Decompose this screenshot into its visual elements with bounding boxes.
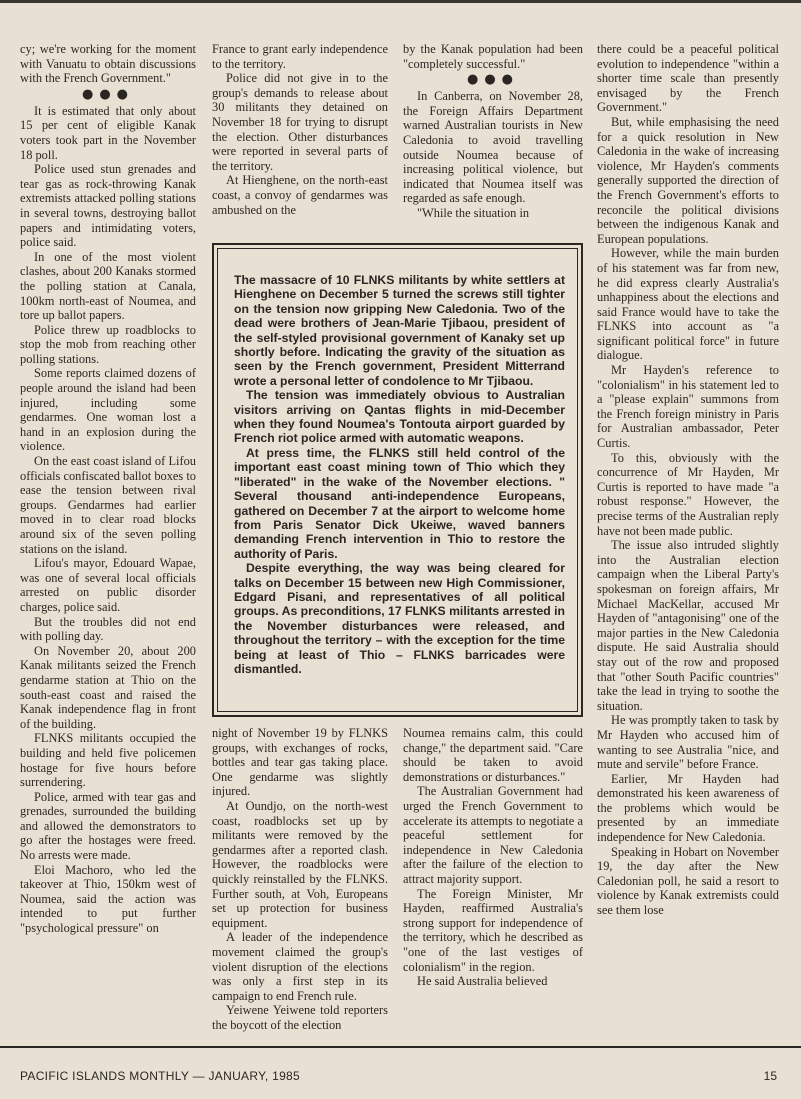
paragraph: In one of the most violent clashes, about 200 Kanaks stormed the polling station at Canala, 100km north-east of Noumea, and tore up ballot papers. bbox=[20, 249, 196, 323]
paragraph: However, while the main burden of his statement was far from new, he did express clearly Australia's unhappiness about the elections and said France would have to take the FLNKS into account as "a significant political force" in future dialogue. bbox=[597, 246, 779, 363]
boxed-paragraph: Despite everything, the way was being cleared for talks on December 15 between new High Commissioner, Edgard Pisani, and representatives of all political groups. As preconditions, 17 FLNKS militants arrested in the November disturbances were released, and throughout the territory – with the exception for the time being at least of Thio – FLNKS barricades were dismantled. bbox=[234, 561, 565, 676]
paragraph: night of November 19 by FLNKS groups, with exchanges of rocks, bottles and tear gas taking place. One gendarme was slightly injured. bbox=[212, 726, 388, 799]
boxed-paragraph: The tension was immediately obvious to Australian visitors arriving on Qantas flights in mid-December when they found Noumea's Tontouta airport guarded by French riot police armed with automatic weapons. bbox=[234, 388, 565, 446]
paragraph: by the Kanak population had been "completely successful." bbox=[403, 42, 583, 71]
paragraph: On November 20, about 200 Kanak militants seized the French gendarme station at Thio on the south-east coast and raised the Kanak independence flag in front of the building. bbox=[20, 643, 196, 731]
paragraph: But the troubles did not end with polling day. bbox=[20, 614, 196, 644]
paragraph: At Oundjo, on the north-west coast, roadblocks set up by militants were removed by the gendarmes after a reported clash. However, the roadblocks were quickly reinstalled by the FLNKS. Further south, at Voh, Europeans set up protection for business equipment. bbox=[212, 798, 388, 930]
paragraph: Some reports claimed dozens of people around the island had been injured, including some gendarmes. One woman lost a hand in an explosion during the violence. bbox=[20, 366, 196, 454]
paragraph: Earlier, Mr Hayden had demonstrated his keen awareness of the problems which would be presented by an immediate independence for New Caledonia. bbox=[597, 771, 779, 845]
column-1 bbox=[20, 42, 196, 936]
paragraph: Police used stun grenades and tear gas as rock-throwing Kanak extremists attacked polling stations in several towns, destroying ballot papers and intimidating voters, police said. bbox=[20, 162, 196, 250]
column-2-top bbox=[212, 42, 388, 217]
page-number: 15 bbox=[763, 1069, 777, 1083]
paragraph: Yeiwene Yeiwene told reporters the boycott of the election bbox=[212, 1003, 388, 1032]
paragraph: In Canberra, on November 28, the Foreign Affairs Department warned Australian tourists in New Caledonia to avoid travelling outside Noumea because of increasing political violence, but indicated that Noumea itself was regarded as safe enough. bbox=[403, 89, 583, 206]
paragraph: France to grant early independence to the territory. bbox=[212, 42, 388, 71]
column-3-bottom bbox=[403, 726, 583, 989]
paragraph: A leader of the independence movement claimed the group's violent disruption of the elections was only a first step in its campaign to end French rule. bbox=[212, 930, 388, 1003]
paragraph: Police, armed with tear gas and grenades, surrounded the building and allowed the demonstrators to go after the hostages were freed. No arrests were made. bbox=[20, 789, 196, 863]
boxed-summary bbox=[212, 243, 583, 717]
boxed-paragraph: The massacre of 10 FLNKS militants by white settlers at Hienghene on December 5 turned the screws still tighter on the tension now gripping New Caledonia. Two of the dead were brothers of Jean-Marie Tjibaou, president of the self-styled provisional government of Kanaky set up shortly before. Indicating the gravity of the situation as seen by the French government, President Mitterrand wrote a personal letter of condolence to Mr Tjibaou. bbox=[234, 273, 565, 388]
paragraph: Police threw up roadblocks to stop the mob from reaching other polling stations. bbox=[20, 322, 196, 366]
paragraph: At Hienghene, on the north-east coast, a convoy of gendarmes was ambushed on the bbox=[212, 173, 388, 217]
footer-rule bbox=[0, 1046, 801, 1048]
paragraph: But, while emphasising the need for a quick resolution in New Caledonia in the wake of increasing violence, Mr Hayden's comments generally supported the direction of the French Government's efforts to reconcile the political divisions between the indigenous Kanak and European populations. bbox=[597, 114, 779, 246]
paragraph: It is estimated that only about 15 per cent of eligible Kanak voters took part in the November 18 poll. bbox=[20, 103, 196, 162]
paragraph: The issue also intruded slightly into the Australian election campaign when the Liberal Party's spokesman on foreign affairs, Mr Michael MacKellar, accused Mr Hayden of "antagonising" one of the major parties in the New Caledonia dispute. He said Australia should stay out of the row and proposed that "other South Pacific countries" take the lead in trying to soothe the situation. bbox=[597, 538, 779, 713]
paragraph: He was promptly taken to task by Mr Hayden who accused him of wanting to see Australia "nice, and mute and servile" before France. bbox=[597, 713, 779, 772]
paragraph: Police did not give in to the group's demands to release about 30 militants they detained on November 18 for trying to disrupt the election. Other disturbances were reported in several parts of the territory. bbox=[212, 71, 388, 173]
paragraph: The Australian Government had urged the French Government to accelerate its attempts to negotiate a peaceful settlement for independence in New Caledonia after the failure of the election to attract majority support. bbox=[403, 784, 583, 886]
paragraph: cy; we're working for the moment with Vanuatu to obtain discussions with the French Government." bbox=[20, 42, 196, 86]
paragraph: To this, obviously with the concurrence of Mr Hayden, Mr Curtis is reported to have made "a robust response." However, the precise terms of the Australian reply have not been made public. bbox=[597, 450, 779, 538]
section-divider-dots: ●●● bbox=[81, 86, 135, 102]
paragraph: Speaking in Hobart on November 19, the day after the New Caledonian poll, he said a resort to violence by Kanak extremists could see them lose bbox=[597, 844, 779, 918]
paragraph: Noumea remains calm, this could change," the department said. "Care should be taken to avoid demonstrations or disturbances." bbox=[403, 726, 583, 784]
paragraph: Mr Hayden's reference to "colonialism" in his statement led to a "please explain" summons from the French foreign ministry in Paris for Australian ambassador, Peter Curtis. bbox=[597, 363, 779, 451]
paragraph: On the east coast island of Lifou officials confiscated ballot boxes to ease the tension between rival groups. Gendarmes had earlier moved in to clear road blocks around six of the seven polling stations on the island. bbox=[20, 454, 196, 556]
boxed-paragraph: At press time, the FLNKS still held control of the important east coast mining town of Thio which they "liberated" in the wake of the November elections. " Several thousand anti-independence Europeans, gathered on December 7 at the airport to welcome home from Paris Senator Dick Ukeiwe, waved banners demanding French intervention in Thio to restore the authority of Paris. bbox=[234, 445, 565, 561]
paragraph: there could be a peaceful political evolution to independence "within a shorter time scale than presently envisaged by the French Government." bbox=[597, 42, 779, 115]
top-rule bbox=[0, 0, 801, 3]
paragraph: Lifou's mayor, Edouard Wapae, was one of several local officials arrested on public disorder charges, police said. bbox=[20, 556, 196, 614]
paragraph: He said Australia believed bbox=[417, 974, 548, 989]
column-4 bbox=[597, 42, 779, 918]
boxed-summary-text bbox=[217, 248, 578, 712]
column-3-top bbox=[403, 42, 583, 221]
publication-footer: PACIFIC ISLANDS MONTHLY — JANUARY, 1985 bbox=[20, 1069, 301, 1083]
paragraph: "While the situation in bbox=[417, 205, 530, 220]
column-2-bottom bbox=[212, 726, 388, 1032]
paragraph: Eloi Machoro, who led the takeover at Thio, 150km west of Noumea, said the action was intended to put further "psychological pressure" on bbox=[20, 862, 196, 936]
section-divider-dots: ●●● bbox=[466, 72, 520, 88]
paragraph: FLNKS militants occupied the building and held five policemen hostage for five hours before surrendering. bbox=[20, 731, 196, 790]
paragraph: The Foreign Minister, Mr Hayden, reaffirmed Australia's strong support for independence of the territory, which he described as "one of the last vestiges of colonialism" in the region. bbox=[403, 886, 583, 974]
